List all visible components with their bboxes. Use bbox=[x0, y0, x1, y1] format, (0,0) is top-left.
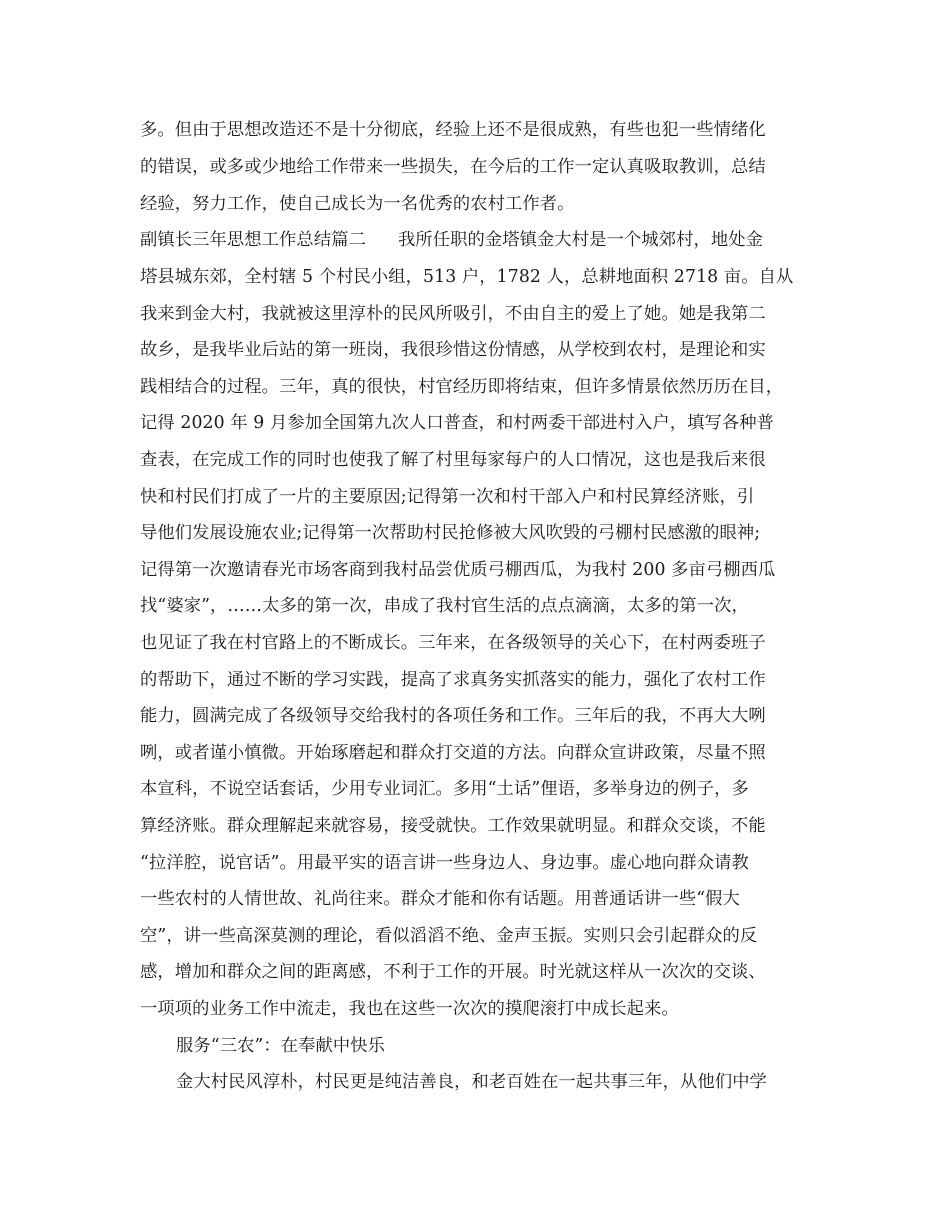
subheading: 服务“三农”：在奉献中快乐 bbox=[176, 1036, 386, 1056]
text-line: 一些农村的人情世故、礼尚往来。群众才能和你有话题。用普通话讲一些“假大 bbox=[140, 889, 740, 909]
text-line: 金大村民风淳朴，村民更是纯洁善良，和老百姓在一起共事三年，从他们中学 bbox=[176, 1072, 767, 1092]
section-title: 副镇长三年思想工作总结篇二 bbox=[140, 230, 366, 250]
text-line: 快和村民们打成了一片的主要原因;记得第一次和村干部入户和村民算经济账，引 bbox=[140, 487, 755, 507]
text-line: 的错误，或多或少地给工作带来一些损失，在今后的工作一定认真吸取教训，总结 bbox=[140, 157, 766, 177]
text-line: 记得第一次邀请春光市场客商到我村品尝优质弓棚西瓜，为我村 200 多亩弓棚西瓜 bbox=[140, 560, 776, 580]
text-line: 查表，在完成工作的同时也使我了解了村里每家每户的人口情况，这也是我后来很 bbox=[140, 450, 766, 470]
text-line: 我来到金大村，我就被这里淳朴的民风所吸引，不由自主的爱上了她。她是我第二 bbox=[140, 304, 766, 324]
text-line: 算经济账。群众理解起来就容易，接受就快。工作效果就明显。和群众交谈，不能 bbox=[140, 816, 766, 836]
text-line: 导他们发展设施农业;记得第一次帮助村民抢修被大风吹毁的弓棚村民感激的眼神; bbox=[140, 523, 761, 543]
text-line: 塔县城东郊，全村辖 5 个村民小组，513 户，1782 人，总耕地面积 2718 亩。自从 bbox=[140, 267, 794, 287]
text-line: 空”，讲一些高深莫测的理论，看似滔滔不绝、金声玉振。实则只会引起群众的反 bbox=[140, 926, 758, 946]
text-line: 本宣科，不说空话套话，少用专业词汇。多用“土话”俚语，多举身边的例子，多 bbox=[140, 779, 749, 799]
text-line: 找“婆家”，……太多的第一次，串成了我村官生活的点点滴滴，太多的第一次， bbox=[140, 596, 749, 616]
paragraph-start: 我所任职的金塔镇金大村是一个城郊村，地处金 bbox=[397, 230, 763, 250]
text-line: 一项项的业务工作中流走，我也在这些一次次的摸爬滚打中成长起来。 bbox=[140, 999, 679, 1019]
text-line: 经验，努力工作，使自己成长为一名优秀的农村工作者。 bbox=[140, 194, 575, 214]
text-line: 感，增加和群众之间的距离感，不利于工作的开展。时光就这样从一次次的交谈、 bbox=[140, 962, 766, 982]
text-line: 咧，或者谨小慎微。开始琢磨起和群众打交道的方法。向群众宣讲政策，尽量不照 bbox=[140, 743, 766, 763]
text-line: 也见证了我在村官路上的不断成长。三年来，在各级领导的关心下，在村两委班子 bbox=[140, 633, 766, 653]
text-line: “拉洋腔，说官话”。用最平实的语言讲一些身边人、身边事。虚心地向群众请教 bbox=[140, 853, 749, 873]
text-line: 能力，圆满完成了各级领导交给我村的各项任务和工作。三年后的我，不再大大咧 bbox=[140, 706, 766, 726]
text-line: 的帮助下，通过不断的学习实践，提高了求真务实抓落实的能力，强化了农村工作 bbox=[140, 670, 766, 690]
text-line: 多。但由于思想改造还不是十分彻底，经验上还不是很成熟，有些也犯一些情绪化 bbox=[140, 120, 766, 140]
text-line: 践相结合的过程。三年，真的很快，村官经历即将结束，但许多情景依然历历在目， bbox=[140, 377, 784, 397]
section-title-line bbox=[140, 229, 820, 251]
text-line: 记得 2020 年 9 月参加全国第九次人口普查，和村两委干部进村入户，填写各种普 bbox=[140, 413, 775, 433]
text-line: 故乡，是我毕业后站的第一班岗，我很珍惜这份情感，从学校到农村，是理论和实 bbox=[140, 340, 766, 360]
